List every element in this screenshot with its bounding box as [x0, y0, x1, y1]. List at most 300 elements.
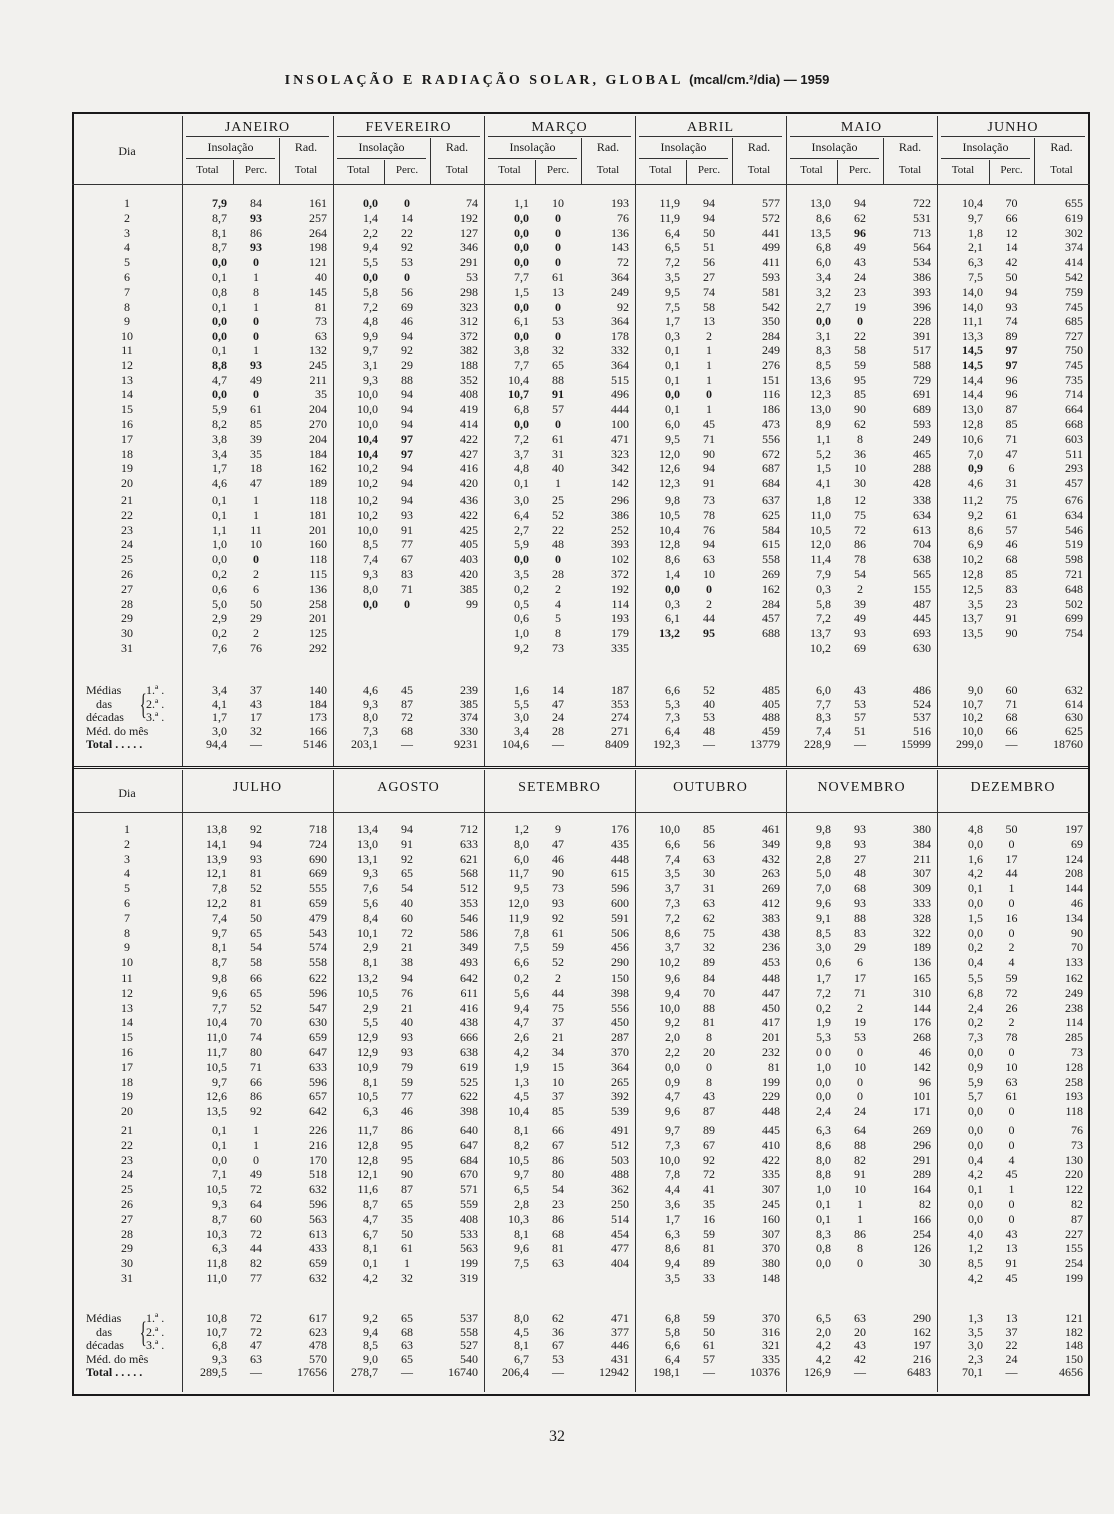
cell-rad: 302: [1065, 225, 1083, 240]
summary-total: 6,8: [212, 1338, 227, 1352]
cell-total: 8,8: [816, 1167, 831, 1182]
cell-rad: 391: [913, 329, 931, 344]
cell-rad: 647: [309, 1045, 327, 1059]
cell-perc: 30: [854, 476, 866, 491]
cell-perc: 75: [552, 1000, 564, 1015]
cell-perc: 1: [253, 343, 259, 357]
cell-total: 10,2: [357, 476, 378, 491]
cell-total: 11,6: [357, 1182, 378, 1197]
cell-perc: 56: [703, 255, 715, 270]
cell-rad: 364: [611, 1059, 629, 1074]
cell-total: 1,7: [212, 461, 227, 476]
cell-perc: 1: [253, 1137, 259, 1152]
cell-rad: 546: [1065, 522, 1083, 537]
cell-perc: 44: [250, 1241, 262, 1256]
summary-perc: 20: [854, 1324, 866, 1339]
cell-total: 0,0: [212, 255, 227, 270]
cell-perc: 80: [250, 1045, 262, 1059]
cell-rad: 269: [913, 1123, 931, 1137]
cell-rad: 420: [460, 476, 478, 491]
cell-total: 4,8: [363, 314, 378, 329]
cell-perc: 51: [703, 240, 715, 255]
cell-rad: 335: [762, 1167, 780, 1182]
cell-rad: 142: [913, 1059, 931, 1074]
cell-total: 14,0: [962, 284, 983, 299]
summary-total: 203,1: [351, 737, 378, 751]
cell-total: 0,0: [816, 1256, 831, 1271]
cell-rad: 454: [611, 1226, 629, 1241]
cell-rad: 542: [762, 299, 780, 314]
summary-rad: 377: [611, 1324, 629, 1339]
summary-total: 7,7: [816, 696, 831, 711]
cell-perc: 93: [1005, 299, 1018, 314]
cell-total: 13,2: [357, 971, 378, 985]
cell-perc: 85: [250, 417, 262, 431]
month-dezembro-name: DEZEMBRO: [970, 780, 1056, 795]
cell-rad: 197: [1065, 822, 1083, 836]
cell-perc: 10: [552, 196, 564, 210]
cell-perc: 97: [1005, 357, 1018, 372]
summary-perc: 87: [401, 696, 413, 711]
summary-total: 10,7: [206, 1324, 227, 1339]
cell-rad: 342: [611, 461, 629, 476]
month-abril-perc-subheader: Perc.: [697, 164, 721, 176]
cell-perc: 74: [250, 1030, 262, 1045]
cell-total: 4,8: [514, 461, 529, 476]
cell-total: 3,7: [514, 446, 529, 461]
cell-total: 9,6: [665, 971, 680, 985]
cell-perc: 46: [552, 851, 564, 866]
month-junho-perc-subheader: Perc.: [1000, 164, 1023, 176]
summary-total: 3,4: [212, 683, 227, 697]
cell-perc: 0: [1008, 1137, 1015, 1152]
cell-perc: 83: [1005, 581, 1018, 596]
day-number: 4: [124, 240, 130, 255]
cell-perc: 40: [401, 896, 413, 910]
cell-total: 9,7: [212, 1074, 227, 1089]
cell-total: 5,5: [363, 255, 378, 270]
summary-rad: 10376: [750, 1365, 780, 1379]
cell-perc: 62: [854, 417, 866, 431]
cell-perc: 95: [401, 1137, 413, 1152]
cell-rad: 416: [460, 461, 478, 476]
cell-rad: 414: [1065, 255, 1083, 270]
cell-rad: 160: [309, 537, 327, 552]
cell-total: 5,9: [212, 402, 227, 417]
cell-total: 13,0: [810, 196, 831, 210]
summary-rad: 485: [762, 683, 780, 697]
cell-total: 1,7: [665, 1211, 680, 1226]
cell-rad: 588: [913, 357, 931, 372]
cell-perc: 2: [706, 329, 712, 344]
cell-total: 1,3: [514, 1074, 529, 1089]
cell-rad: 199: [762, 1074, 780, 1089]
summary-total: 104,6: [502, 737, 529, 751]
day-number: 9: [124, 314, 130, 329]
cell-total: 0,1: [816, 1197, 831, 1211]
cell-rad: 574: [309, 940, 327, 955]
cell-rad: 383: [762, 910, 780, 925]
month-maio-total-subheader: Total: [800, 164, 823, 176]
cell-rad: 393: [611, 537, 629, 552]
cell-total: 7,1: [212, 1167, 227, 1182]
cell-perc: 0: [555, 299, 561, 314]
summary-perc: 72: [250, 1324, 262, 1339]
cell-rad: 114: [611, 596, 629, 611]
cell-rad: 73: [1071, 1137, 1083, 1152]
cell-rad: 543: [309, 925, 327, 940]
cell-perc: 23: [1005, 596, 1018, 611]
summary-perc: 36: [552, 1324, 564, 1339]
cell-total: 13,5: [962, 626, 983, 641]
cell-perc: 88: [401, 372, 413, 387]
cell-total: 11,7: [357, 1123, 378, 1137]
cell-perc: 63: [1005, 1074, 1018, 1089]
cell-rad: 531: [913, 210, 931, 225]
summary-total: 3,0: [514, 710, 529, 724]
cell-perc: 75: [703, 925, 715, 940]
cell-perc: 50: [1005, 270, 1018, 284]
cell-perc: 94: [703, 196, 715, 210]
cell-rad: 382: [460, 343, 478, 357]
day-number: 3: [124, 851, 130, 866]
cell-rad: 116: [762, 387, 780, 402]
cell-perc: 69: [854, 641, 866, 655]
cell-perc: 2: [555, 971, 561, 985]
cell-total: 8,0: [514, 836, 529, 851]
cell-perc: 2: [1008, 940, 1015, 955]
cell-total: 10,0: [357, 387, 378, 402]
month-agosto-name: AGOSTO: [377, 780, 440, 795]
cell-rad: 287: [611, 1030, 629, 1045]
cell-perc: 85: [552, 1104, 564, 1119]
cell-total: 7,3: [665, 1137, 680, 1152]
summary-total: 8,1: [514, 1338, 529, 1352]
cell-perc: 0: [404, 196, 410, 210]
cell-perc: 81: [250, 866, 262, 881]
cell-perc: 86: [552, 1152, 564, 1167]
summary-total: 1,6: [514, 683, 529, 697]
summary-total: 10,8: [206, 1311, 227, 1325]
cell-total: 7,7: [514, 357, 529, 372]
cell-perc: 81: [703, 1015, 715, 1030]
cell-perc: 73: [552, 881, 564, 896]
cell-perc: 29: [401, 357, 413, 372]
cell-total: 10,4: [357, 431, 378, 446]
cell-perc: 59: [703, 1226, 715, 1241]
cell-rad: 380: [762, 1256, 780, 1271]
cell-total: 12,1: [357, 1167, 378, 1182]
cell-perc: 31: [552, 446, 564, 461]
month-abril-total-subheader: Total: [649, 164, 672, 176]
cell-total: 3,6: [665, 1197, 680, 1211]
cell-total: 4,5: [514, 1089, 529, 1104]
day-number: 14: [121, 1015, 133, 1030]
cell-total: 9,6: [514, 1241, 529, 1256]
cell-perc: 0: [1008, 836, 1015, 851]
cell-total: 10,4: [508, 1104, 529, 1119]
summary-total: 2,0: [816, 1324, 831, 1339]
cell-total: 0,2: [514, 971, 529, 985]
cell-total: 14,4: [962, 387, 983, 402]
cell-perc: 43: [1005, 1226, 1018, 1241]
cell-rad: 386: [611, 507, 629, 522]
cell-total: 12,9: [357, 1030, 378, 1045]
cell-perc: 69: [401, 299, 413, 314]
cell-total: 9,6: [816, 896, 831, 910]
cell-rad: 638: [913, 552, 931, 567]
cell-perc: 61: [1005, 1089, 1018, 1104]
cell-perc: 35: [703, 1197, 715, 1211]
summary-rad: 446: [611, 1338, 629, 1352]
cell-total: 0,0: [968, 1045, 983, 1059]
cell-total: 14,4: [962, 372, 983, 387]
cell-total: 0,0: [212, 314, 227, 329]
cell-rad: 408: [460, 387, 478, 402]
cell-rad: 487: [913, 596, 931, 611]
cell-rad: 121: [309, 255, 327, 270]
cell-perc: 59: [1005, 971, 1018, 985]
cell-total: 10,5: [206, 1182, 227, 1197]
cell-total: 3,5: [665, 270, 680, 284]
day-number: 7: [124, 284, 130, 299]
cell-perc: 90: [401, 1167, 413, 1182]
month-abril-sub-divider-2: [732, 138, 733, 184]
cell-rad: 73: [315, 314, 327, 329]
cell-perc: 58: [703, 299, 715, 314]
cell-perc: 92: [552, 910, 564, 925]
cell-perc: 24: [854, 1104, 866, 1119]
cell-rad: 53: [466, 270, 478, 284]
cell-total: 7,7: [514, 270, 529, 284]
cell-perc: 85: [1005, 417, 1018, 431]
cell-total: 0,0: [514, 240, 529, 255]
cell-perc: 37: [552, 1015, 564, 1030]
summary-rad: 18760: [1053, 737, 1083, 751]
summary-rad: 459: [762, 723, 780, 738]
cell-total: 0 0: [816, 1045, 831, 1059]
cell-rad: 30: [919, 1256, 931, 1271]
cell-perc: 48: [854, 866, 866, 881]
cell-total: 3,5: [514, 567, 529, 581]
cell-perc: 54: [552, 1182, 564, 1197]
cell-total: 0,0: [816, 1089, 831, 1104]
cell-total: 2,1: [968, 240, 983, 255]
month-junho-rad-header: Rad.: [1050, 140, 1073, 154]
cell-total: 0,3: [816, 581, 831, 596]
cell-rad: 622: [309, 971, 327, 985]
cell-perc: 86: [250, 1089, 262, 1104]
cell-rad: 613: [913, 522, 931, 537]
cell-perc: 10: [854, 1059, 866, 1074]
cell-rad: 632: [309, 1182, 327, 1197]
cell-rad: 456: [611, 940, 629, 955]
summary-rad: 623: [309, 1324, 327, 1339]
cell-rad: 428: [913, 476, 931, 491]
cell-rad: 657: [309, 1089, 327, 1104]
day-number: 17: [121, 1059, 133, 1074]
cell-total: 7,2: [363, 299, 378, 314]
cell-total: 10,0: [659, 1000, 680, 1015]
cell-total: 3,4: [816, 270, 831, 284]
cell-rad: 238: [1065, 1000, 1083, 1015]
cell-rad: 228: [913, 314, 931, 329]
cell-perc: 85: [1005, 567, 1018, 581]
cell-rad: 664: [1065, 402, 1083, 417]
cell-total: 0,0: [363, 596, 378, 611]
cell-perc: 21: [552, 1030, 564, 1045]
cell-perc: 65: [401, 866, 413, 881]
cell-perc: 95: [854, 372, 866, 387]
cell-total: 11,9: [659, 210, 680, 225]
summary-total: 9,0: [363, 1351, 378, 1366]
day-number: 19: [121, 461, 133, 476]
cell-total: 10,1: [357, 925, 378, 940]
cell-perc: 19: [854, 1015, 866, 1030]
cell-perc: 45: [1005, 1271, 1018, 1285]
summary-rad: 17656: [297, 1365, 327, 1379]
cell-rad: 364: [611, 357, 629, 372]
cell-rad: 176: [611, 822, 629, 836]
cell-rad: 136: [611, 225, 629, 240]
cell-total: 0,0: [514, 210, 529, 225]
summary-rad: 527: [460, 1338, 478, 1352]
cell-total: 9,2: [665, 1015, 680, 1030]
cell-total: 10,2: [810, 641, 831, 655]
cell-rad: 488: [611, 1167, 629, 1182]
cell-rad: 90: [1071, 925, 1083, 940]
summary-rad: 271: [611, 723, 629, 738]
title-unit: (mcal/cm.²/dia) — 1959: [689, 72, 830, 87]
cell-total: 8,1: [514, 1226, 529, 1241]
month-maio-sub-divider-1: [837, 160, 838, 184]
cell-perc: 24: [854, 270, 866, 284]
cell-rad: 450: [762, 1000, 780, 1015]
month-março-perc-subheader: Perc.: [546, 164, 570, 176]
cell-total: 1,0: [816, 1182, 831, 1197]
summary-rad: 614: [1065, 696, 1083, 711]
cell-total: 10,5: [357, 985, 378, 1000]
summary-total: 9,2: [363, 1311, 378, 1325]
cell-total: 0,2: [816, 1000, 831, 1015]
cell-total: 11,9: [508, 910, 529, 925]
cell-rad: 307: [913, 866, 931, 881]
day-number: 6: [124, 270, 130, 284]
cell-rad: 35: [315, 387, 327, 402]
cell-total: 12,5: [962, 581, 983, 596]
cell-rad: 160: [762, 1211, 780, 1226]
cell-rad: 322: [913, 925, 931, 940]
cell-perc: 68: [1005, 552, 1018, 567]
summary-rad: 570: [309, 1351, 327, 1366]
cell-total: 10,2: [659, 955, 680, 970]
cell-perc: 95: [703, 626, 715, 641]
cell-total: 8,6: [665, 925, 680, 940]
cell-perc: 93: [250, 357, 262, 372]
cell-rad: 199: [1065, 1271, 1083, 1285]
month-maio-rad-header: Rad.: [898, 140, 922, 154]
cell-perc: 18: [250, 461, 262, 476]
label-monthly-mean: Méd. do mês: [86, 723, 149, 738]
label-medias: Médias: [86, 1311, 122, 1325]
cell-rad: 555: [309, 881, 327, 896]
cell-rad: 444: [611, 402, 629, 417]
cell-rad: 632: [309, 1271, 327, 1285]
cell-total: 4,2: [363, 1271, 378, 1285]
cell-perc: 63: [703, 552, 715, 567]
day-number: 8: [124, 925, 130, 940]
day-number: 27: [121, 1211, 133, 1226]
summary-perc: —: [250, 737, 262, 751]
cell-rad: 735: [1065, 372, 1083, 387]
cell-rad: 181: [309, 507, 327, 522]
cell-total: 1,4: [363, 210, 378, 225]
cell-rad: 438: [762, 925, 780, 940]
cell-total: 5,6: [514, 985, 529, 1000]
cell-total: 4,4: [665, 1182, 680, 1197]
cell-rad: 622: [460, 1089, 478, 1104]
cell-rad: 270: [309, 417, 327, 431]
cell-perc: 94: [854, 196, 866, 210]
cell-perc: 37: [552, 1089, 564, 1104]
cell-rad: 130: [1065, 1152, 1083, 1167]
cell-perc: 29: [250, 611, 262, 626]
cell-total: 10,0: [357, 417, 378, 431]
cell-rad: 420: [460, 567, 478, 581]
month-janeiro-perc-subheader: Perc.: [244, 164, 268, 176]
cell-rad: 99: [466, 596, 478, 611]
cell-perc: 61: [401, 1241, 413, 1256]
cell-perc: 97: [401, 431, 413, 446]
summary-perc: 65: [401, 1311, 413, 1325]
cell-rad: 189: [309, 476, 327, 491]
cell-rad: 92: [617, 299, 629, 314]
cell-perc: 23: [552, 1197, 564, 1211]
cell-perc: 93: [854, 836, 866, 851]
cell-perc: 87: [703, 1104, 715, 1119]
cell-rad: 721: [1065, 567, 1083, 581]
cell-perc: 16: [1005, 910, 1018, 925]
cell-perc: 91: [1005, 611, 1018, 626]
cell-perc: 50: [250, 910, 262, 925]
cell-total: 7,3: [665, 896, 680, 910]
cell-total: 11,9: [659, 196, 680, 210]
cell-perc: 1: [706, 402, 712, 417]
summary-perc: 24: [552, 710, 564, 724]
day-number: 7: [124, 910, 130, 925]
cell-total: 10,5: [508, 1152, 529, 1167]
cell-perc: 93: [250, 210, 262, 225]
cell-perc: 91: [401, 522, 413, 537]
cell-total: 8,7: [212, 210, 227, 225]
summary-perc: 57: [854, 710, 866, 724]
cell-rad: 102: [611, 552, 629, 567]
cell-perc: 76: [250, 641, 262, 655]
cell-total: 9,4: [665, 985, 680, 1000]
cell-rad: 558: [309, 955, 327, 970]
cell-total: 8,2: [514, 1137, 529, 1152]
cell-total: 0,5: [514, 596, 529, 611]
summary-perc: 17: [250, 710, 262, 724]
label-decade-2: 2.ª .: [146, 1324, 165, 1339]
cell-total: 8,7: [363, 1197, 378, 1211]
cell-rad: 184: [309, 446, 327, 461]
cell-perc: 57: [1005, 522, 1018, 537]
summary-total: 7,4: [816, 723, 831, 738]
cell-rad: 714: [1065, 387, 1083, 402]
cell-rad: 479: [309, 910, 327, 925]
summary-total: 1,7: [212, 710, 227, 724]
